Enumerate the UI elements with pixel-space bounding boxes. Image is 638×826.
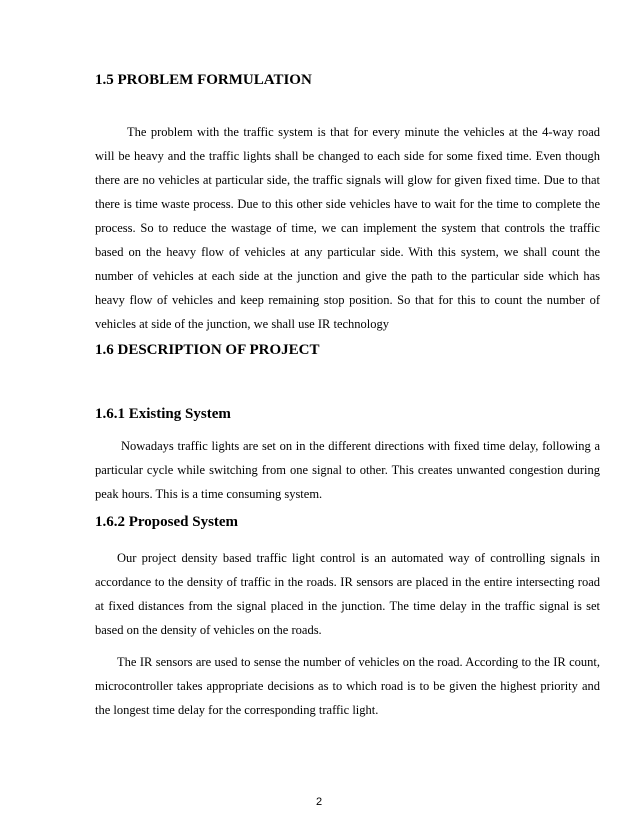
section-heading-problem-formulation: 1.5 PROBLEM FORMULATION (95, 72, 312, 88)
subsection-heading-existing-system: 1.6.1 Existing System (95, 406, 231, 422)
page-number: 2 (315, 796, 323, 808)
section-heading-description-of-project: 1.6 DESCRIPTION OF PROJECT (95, 342, 320, 358)
existing-system-paragraph: Nowadays traffic lights are set on in the different directions with fixed time delay, following a particular cycle while switching from one signal to other. This creates unwanted congestion during peak hours. This is a time consuming system. (95, 439, 600, 501)
proposed-system-paragraph-1: Our project density based traffic light control is an automated way of controlling signals in accordance to the density of traffic in the roads. IR sensors are placed in the entire intersecting road at fixed distances from the signal placed in the junction. The time delay in the traffic signal is set based on the density of vehicles on the roads. (95, 551, 600, 637)
proposed-system-paragraph-2: The IR sensors are used to sense the number of vehicles on the road. According to the IR count, microcontroller takes appropriate decisions as to which road is to be given the highest priority and the longest time delay for the corresponding traffic light. (95, 655, 600, 717)
problem-formulation-paragraph: The problem with the traffic system is that for every minute the vehicles at the 4-way road will be heavy and the traffic lights shall be changed to each side for some fixed time. Even though there are no vehicles at particular side, the traffic signals will glow for given fixed time. Due to that there is time waste process. Due to this other side vehicles have to wait for the time to complete the process. So to reduce the wastage of time, we can implement the system that controls the traffic based on the heavy flow of vehicles at any particular side. With this system, we shall count the number of vehicles at each side at the junction and give the path to the particular side which has heavy flow of vehicles and keep remaining stop position. So that for this to count the number of vehicles at side of the junction, we shall use IR technology (95, 125, 600, 331)
subsection-heading-proposed-system: 1.6.2 Proposed System (95, 514, 239, 530)
